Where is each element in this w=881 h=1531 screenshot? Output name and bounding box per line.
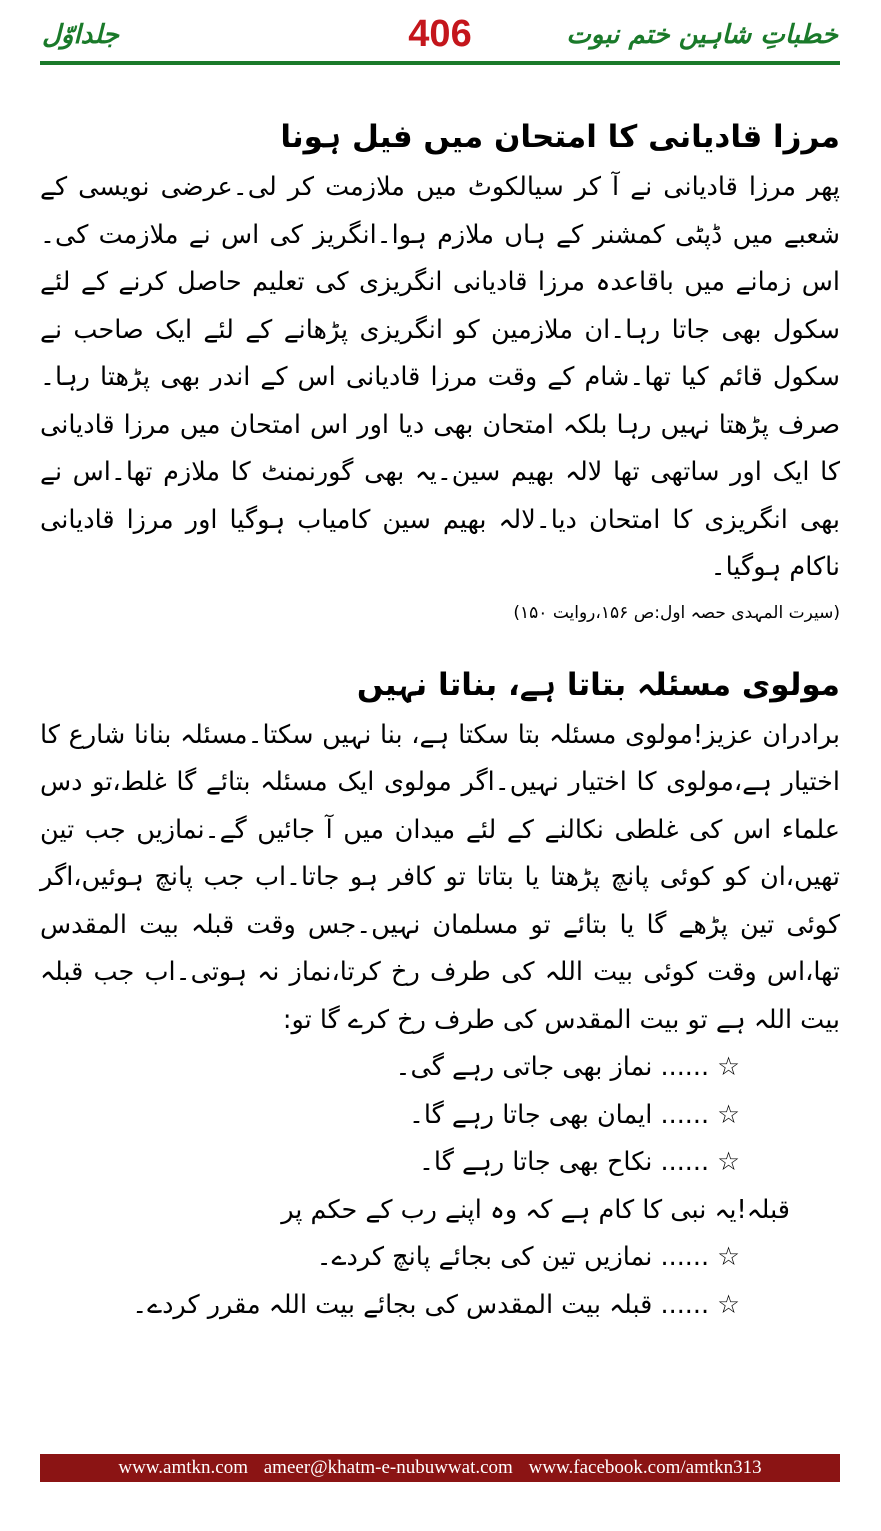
prophet-note: قبلہ!یہ نبی کا کام ہے کہ وہ اپنے رب کے حکم پر xyxy=(281,1194,790,1225)
bullet-text: نمازیں تین کی بجائے پانچ کردے۔ xyxy=(316,1242,653,1272)
email-link[interactable]: ameer@khatm-e-nubuwwat.com xyxy=(263,1457,513,1478)
volume-label: جلداوّل xyxy=(42,20,119,50)
star-icon: ☆ xyxy=(717,1099,740,1130)
star-icon: ☆ xyxy=(717,1242,740,1272)
star-icon: ☆ xyxy=(717,1147,740,1177)
bullet-dots: ...... xyxy=(660,1052,710,1082)
section-paragraph-maulvi: برادران عزیز!مولوی مسئلہ بتا سکتا ہے، بنا نہیں سکتا۔مسئلہ بنانا شارع کا اختیار ہے،مولوی کا اختیار نہیں۔اگر مولوی ایک مسئلہ بتائے گا غلط،تو دس علماء اس کی غلطی نکالنے کے لئے میدان میں آ جائیں گے۔نمازیں جب تین تھیں،ان کو کوئی پانچ پڑھتا یا بتاتا تو کافر ہو جاتا۔اب جب پانچ ہوئیں،اگر کوئی تین پڑھے گا یا بتائے تو مسلمان نہیں۔جس وقت قبلہ بیت المقدس تھا،اس وقت کوئی بیت اللہ کی طرف رخ کرتا،نماز نہ ہوتی۔اب جب قبلہ بیت اللہ ہے تو بیت المقدس کی طرف رخ کرے گا تو: xyxy=(40,719,840,1035)
list-item xyxy=(40,1139,740,1187)
section-heading-exam-failure: مرزا قادیانی کا امتحان میں فیل ہونا xyxy=(280,119,840,155)
bullet-list-consequences xyxy=(40,1044,840,1187)
star-icon: ☆ xyxy=(717,1052,740,1082)
bullet-dots: ...... xyxy=(660,1289,710,1320)
bullet-dots: ...... xyxy=(660,1147,710,1177)
star-icon: ☆ xyxy=(717,1289,740,1320)
facebook-link[interactable]: www.facebook.com/amtkn313 xyxy=(528,1457,762,1478)
list-item xyxy=(40,1044,740,1092)
bullet-text: ایمان بھی جاتا رہے گا۔ xyxy=(408,1099,653,1130)
bullet-dots: ...... xyxy=(660,1099,710,1130)
section-heading-maulvi: مولوی مسئلہ بتاتا ہے، بناتا نہیں xyxy=(356,666,840,703)
bullet-dots: ...... xyxy=(660,1242,710,1272)
citation-reference: (سیرت المہدی حصہ اول:ص ۱۵۶،روایت ۱۵۰) xyxy=(513,602,840,623)
page-header xyxy=(40,14,840,58)
list-item xyxy=(40,1282,740,1330)
bullet-text: قبلہ بیت المقدس کی بجائے بیت اللہ مقرر کردے۔ xyxy=(132,1289,653,1320)
header-divider xyxy=(40,61,840,65)
page-footer xyxy=(40,1454,840,1482)
book-title: خطباتِ شاہین ختم نبوت xyxy=(566,20,838,50)
page-content xyxy=(40,110,840,1329)
page-number: 406 xyxy=(408,13,472,55)
website-link[interactable]: www.amtkn.com xyxy=(118,1457,248,1478)
section-paragraph-exam-failure: پھر مرزا قادیانی نے آ کر سیالکوٹ میں ملازمت کر لی۔عرضی نویسی کے شعبے میں ڈپٹی کمشنر کے ہاں ملازم ہوا۔انگریز کی اس نے ملازمت کی۔اس زمانے میں باقاعدہ مرزا قادیانی انگریزی کی تعلیم حاصل کرنے کے لئے سکول بھی جاتا رہا۔ان ملازمین کو انگریزی پڑھانے کے لئے ایک صاحب نے سکول قائم کیا تھا۔شام کے وقت مرزا قادیانی اس کے اندر بھی پڑھتا رہا۔صرف پڑھتا نہیں رہا بلکہ امتحان بھی دیا اور اس امتحان میں مرزا قادیانی کا ایک اور ساتھی تھا لالہ بھیم سین۔یہ بھی گورنمنٹ کا ملازم تھا۔اس نے بھی انگریزی کا امتحان دیا۔لالہ بھیم سین کامیاب ہوگیا اور مرزا قادیانی ناکام ہوگیا۔ xyxy=(40,172,840,582)
list-item xyxy=(40,1234,740,1282)
bullet-text: نکاح بھی جاتا رہے گا۔ xyxy=(418,1147,653,1177)
list-item xyxy=(40,1092,740,1140)
bullet-text: نماز بھی جاتی رہے گی۔ xyxy=(395,1052,653,1082)
bullet-list-prophet-role xyxy=(40,1234,840,1329)
